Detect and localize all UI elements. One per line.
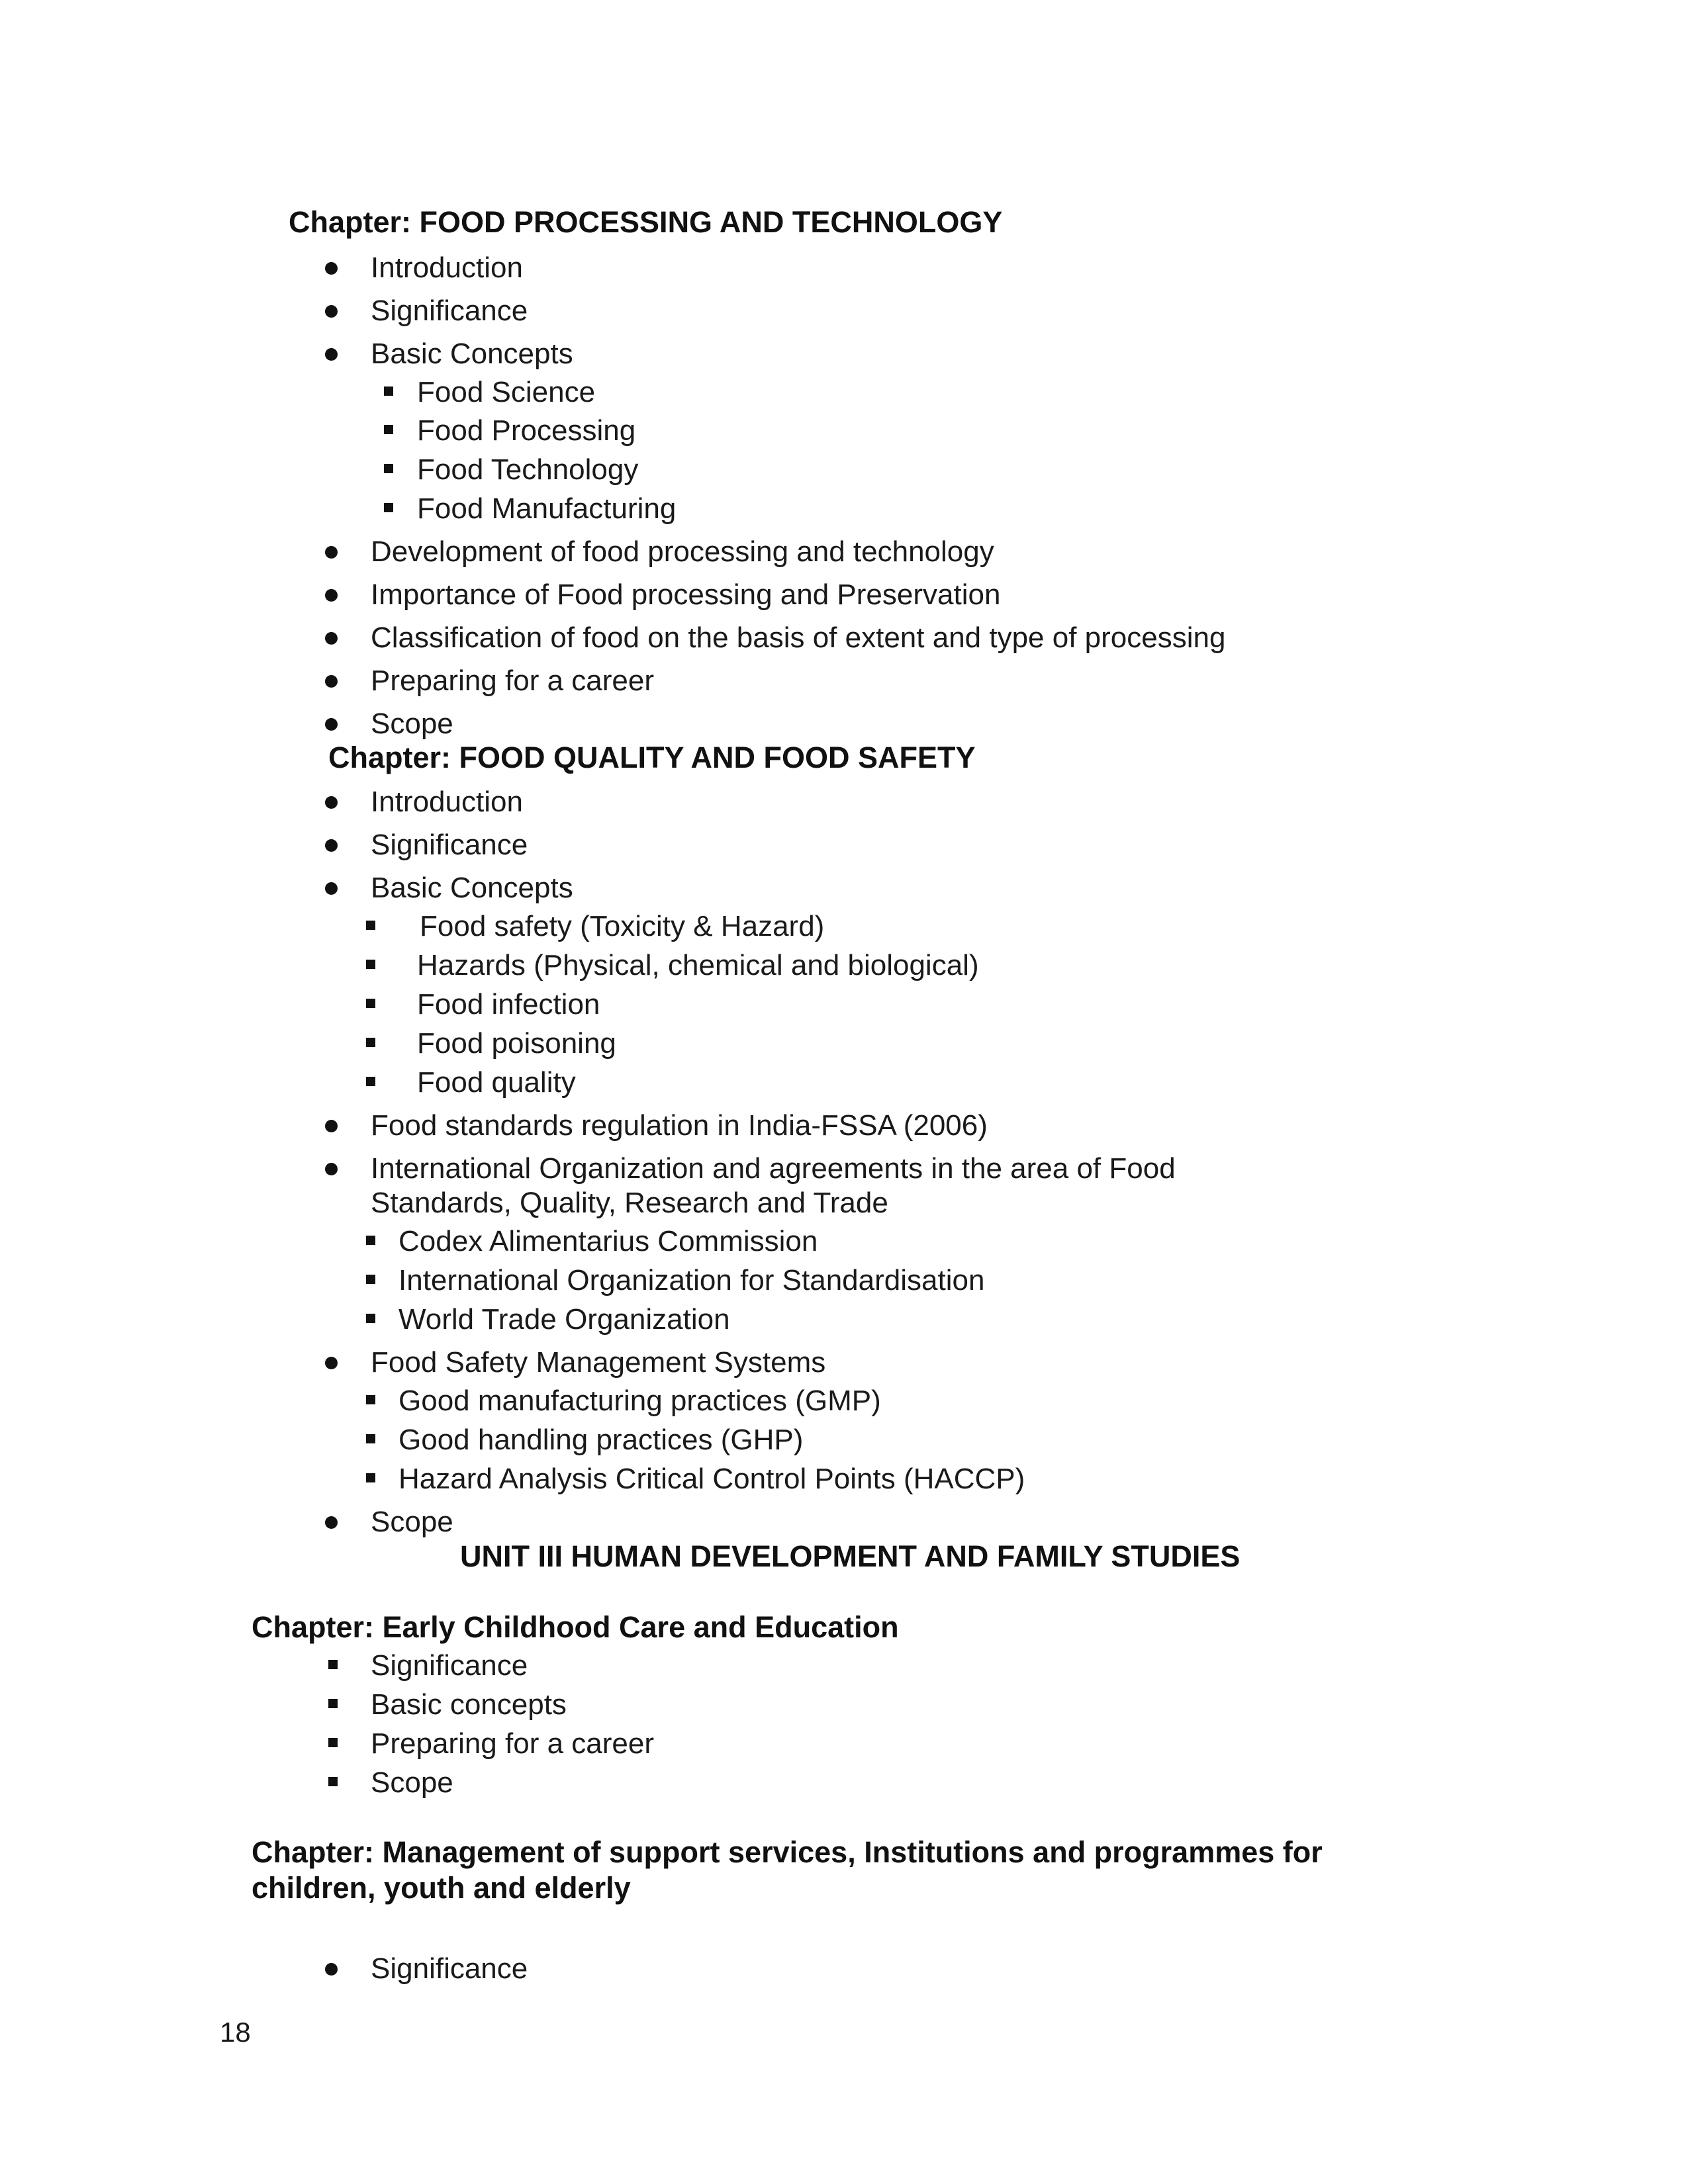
square-bullet-icon — [366, 999, 375, 1008]
list-item: Introduction — [371, 786, 523, 818]
page-number: 18 — [220, 2017, 251, 2048]
square-bullet-icon — [366, 1473, 375, 1482]
bullet-icon — [325, 718, 338, 731]
square-bullet-icon — [366, 1314, 375, 1323]
square-bullet-icon — [366, 1038, 375, 1047]
square-bullet-icon — [366, 1236, 375, 1245]
bullet-icon — [325, 675, 338, 688]
bullet-icon — [325, 546, 338, 559]
list-item: Scope — [371, 1506, 453, 1538]
list-item: Basic Concepts — [371, 872, 573, 904]
sub-list-item: Good manufacturing practices (GMP) — [399, 1385, 881, 1417]
list-item: Scope — [371, 1766, 453, 1799]
list-item: Basic Concepts — [371, 338, 573, 370]
bullet-icon — [325, 882, 338, 895]
list-item: Significance — [371, 295, 528, 327]
bullet-icon — [325, 1120, 338, 1132]
square-bullet-icon — [328, 1738, 338, 1747]
sub-list-item: International Organization for Standardisation — [399, 1264, 985, 1297]
square-bullet-icon — [384, 503, 393, 512]
list-item: Basic concepts — [371, 1688, 567, 1721]
sub-list-item: Food Technology — [417, 453, 639, 486]
square-bullet-icon — [366, 1077, 375, 1086]
list-item: International Organization and agreements in the area of Food — [371, 1152, 1176, 1185]
bullet-icon — [325, 1516, 338, 1529]
list-item: Food Safety Management Systems — [371, 1346, 826, 1379]
list-item-continuation: Standards, Quality, Research and Trade — [371, 1187, 888, 1219]
bullet-icon — [325, 348, 338, 361]
square-bullet-icon — [366, 921, 375, 930]
sub-list-item: Food infection — [417, 988, 600, 1021]
sub-list-item: Hazards (Physical, chemical and biological) — [417, 949, 979, 981]
sub-list-item: Food Manufacturing — [417, 492, 677, 525]
square-bullet-icon — [384, 464, 393, 473]
chapter-title-continuation: children, youth and elderly — [252, 1871, 631, 1905]
bullet-icon — [325, 1963, 338, 1976]
chapter-title: Chapter: FOOD PROCESSING AND TECHNOLOGY — [289, 205, 1003, 239]
chapter-title: Chapter: Management of support services, Institutions and programmes for — [252, 1835, 1323, 1869]
chapter-title: Chapter: Early Childhood Care and Education — [252, 1610, 899, 1644]
sub-list-item: Hazard Analysis Critical Control Points (HACCP) — [399, 1463, 1025, 1495]
square-bullet-icon — [384, 387, 393, 396]
list-item: Food standards regulation in India-FSSA (2006) — [371, 1109, 988, 1142]
list-item: Preparing for a career — [371, 664, 654, 697]
list-item: Significance — [371, 1952, 528, 1985]
list-item: Development of food processing and technology — [371, 535, 994, 568]
list-item: Introduction — [371, 251, 523, 284]
list-item: Significance — [371, 1649, 528, 1682]
square-bullet-icon — [366, 1434, 375, 1443]
chapter-title: Chapter: FOOD QUALITY AND FOOD SAFETY — [328, 741, 976, 774]
sub-list-item: Food Science — [417, 376, 596, 408]
sub-list-item: Food poisoning — [417, 1027, 616, 1060]
square-bullet-icon — [328, 1660, 338, 1669]
square-bullet-icon — [328, 1699, 338, 1708]
list-item: Classification of food on the basis of extent and type of processing — [371, 621, 1226, 654]
sub-list-item: Good handling practices (GHP) — [399, 1424, 804, 1456]
square-bullet-icon — [366, 960, 375, 969]
sub-list-item: Food quality — [417, 1066, 576, 1099]
bullet-icon — [325, 305, 338, 318]
bullet-icon — [325, 632, 338, 645]
square-bullet-icon — [328, 1777, 338, 1786]
square-bullet-icon — [366, 1395, 375, 1404]
square-bullet-icon — [384, 425, 393, 434]
list-item: Importance of Food processing and Preservation — [371, 578, 1001, 611]
sub-list-item: Food safety (Toxicity & Hazard) — [420, 910, 825, 942]
list-item: Scope — [371, 707, 453, 740]
bullet-icon — [325, 839, 338, 852]
sub-list-item: Codex Alimentarius Commission — [399, 1225, 818, 1257]
list-item: Preparing for a career — [371, 1727, 654, 1760]
square-bullet-icon — [366, 1275, 375, 1284]
sub-list-item: World Trade Organization — [399, 1303, 730, 1336]
bullet-icon — [325, 262, 338, 275]
bullet-icon — [325, 1357, 338, 1369]
bullet-icon — [325, 1163, 338, 1175]
list-item: Significance — [371, 829, 528, 861]
unit-title: UNIT III HUMAN DEVELOPMENT AND FAMILY STUDIES — [460, 1539, 1241, 1573]
sub-list-item: Food Processing — [417, 414, 636, 447]
bullet-icon — [325, 589, 338, 602]
bullet-icon — [325, 796, 338, 809]
